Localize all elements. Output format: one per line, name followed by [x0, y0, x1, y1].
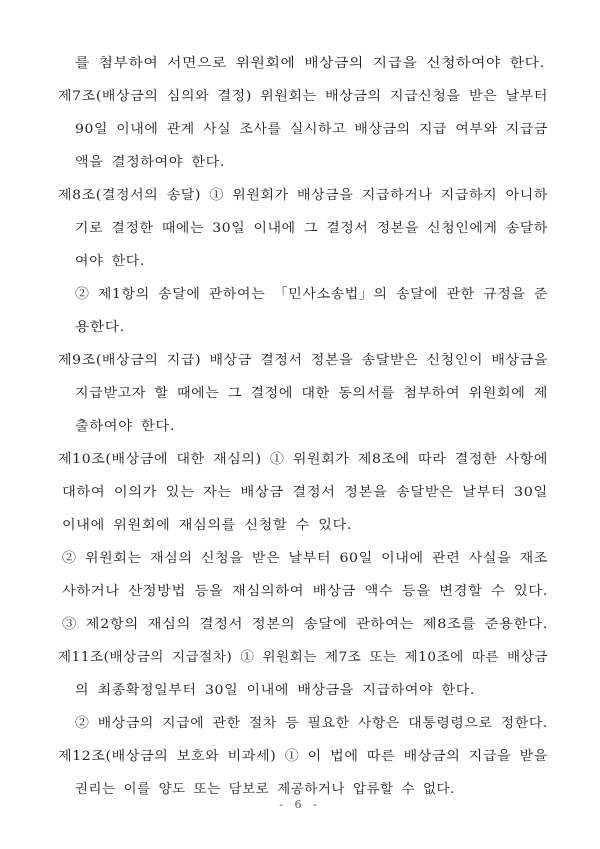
text-line: 권리는 이를 양도 또는 담보로 제공하거나 압류할 수 없다. [75, 782, 455, 797]
text-line: ② 위원회는 재심의 신청을 받은 날부터 60일 이내에 관련 사실을 재조 [62, 551, 548, 566]
text-line: 제11조(배상금의 지급절차) ① 위원회는 제7조 또는 제10조에 따른 배상금 [58, 650, 548, 665]
text-line: 제7조(배상금의 심의와 결정) 위원회는 배상금의 지급신청을 받은 날부터 [58, 89, 548, 104]
text-line: 용한다. [75, 320, 125, 335]
text-line: 제9조(배상금의 지급) 배상금 결정서 정본을 송달받은 신청인이 배상금을 [58, 353, 548, 368]
text-line: 출하여야 한다. [75, 419, 175, 434]
page-number: - 6 - [279, 798, 321, 811]
text-line: 기로 결정한 때에는 30일 이내에 그 결정서 정본을 신청인에게 송달하 [75, 221, 548, 236]
text-line: ② 제1항의 송달에 관하여는 「민사소송법」의 송달에 관한 규정을 준 [75, 287, 548, 302]
text-line: ② 배상금의 지급에 관한 절차 등 필요한 사항은 대통령령으로 정한다. [75, 716, 548, 731]
text-line: 액을 결정하여야 한다. [75, 155, 225, 170]
text-line: ③ 제2항의 재심의 결정서 정본의 송달에 관하여는 제8조를 준용한다. [62, 617, 548, 632]
text-line: 사하거나 산정방법 등을 재심의하여 배상금 액수 등을 변경할 수 있다. [62, 584, 548, 599]
text-line: 이내에 위원회에 재심의를 신청할 수 있다. [62, 518, 352, 533]
text-line: 제8조(결정서의 송달) ① 위원회가 배상금을 지급하거나 지급하지 아니하 [58, 188, 548, 203]
text-line: 여야 한다. [75, 254, 145, 269]
text-line: 대하여 이의가 있는 자는 배상금 결정서 정본을 송달받은 날부터 30일 [62, 485, 548, 500]
text-line: 제12조(배상금의 보호와 비과세) ① 이 법에 따른 배상금의 지급을 받을 [58, 749, 548, 764]
text-line: 제10조(배상금에 대한 재심의) ① 위원회가 제8조에 따라 결정한 사항에 [58, 452, 548, 467]
text-line: 90일 이내에 관계 사실 조사를 실시하고 배상금의 지급 여부와 지급금 [75, 122, 548, 137]
text-line: 의 최종확정일부터 30일 이내에 배상금을 지급하여야 한다. [75, 683, 475, 698]
text-line: 지급받고자 할 때에는 그 결정에 대한 동의서를 첨부하여 위원회에 제 [75, 386, 548, 401]
text-line: 를 첨부하여 서면으로 위원회에 배상금의 지급을 신청하여야 한다. [75, 56, 545, 71]
